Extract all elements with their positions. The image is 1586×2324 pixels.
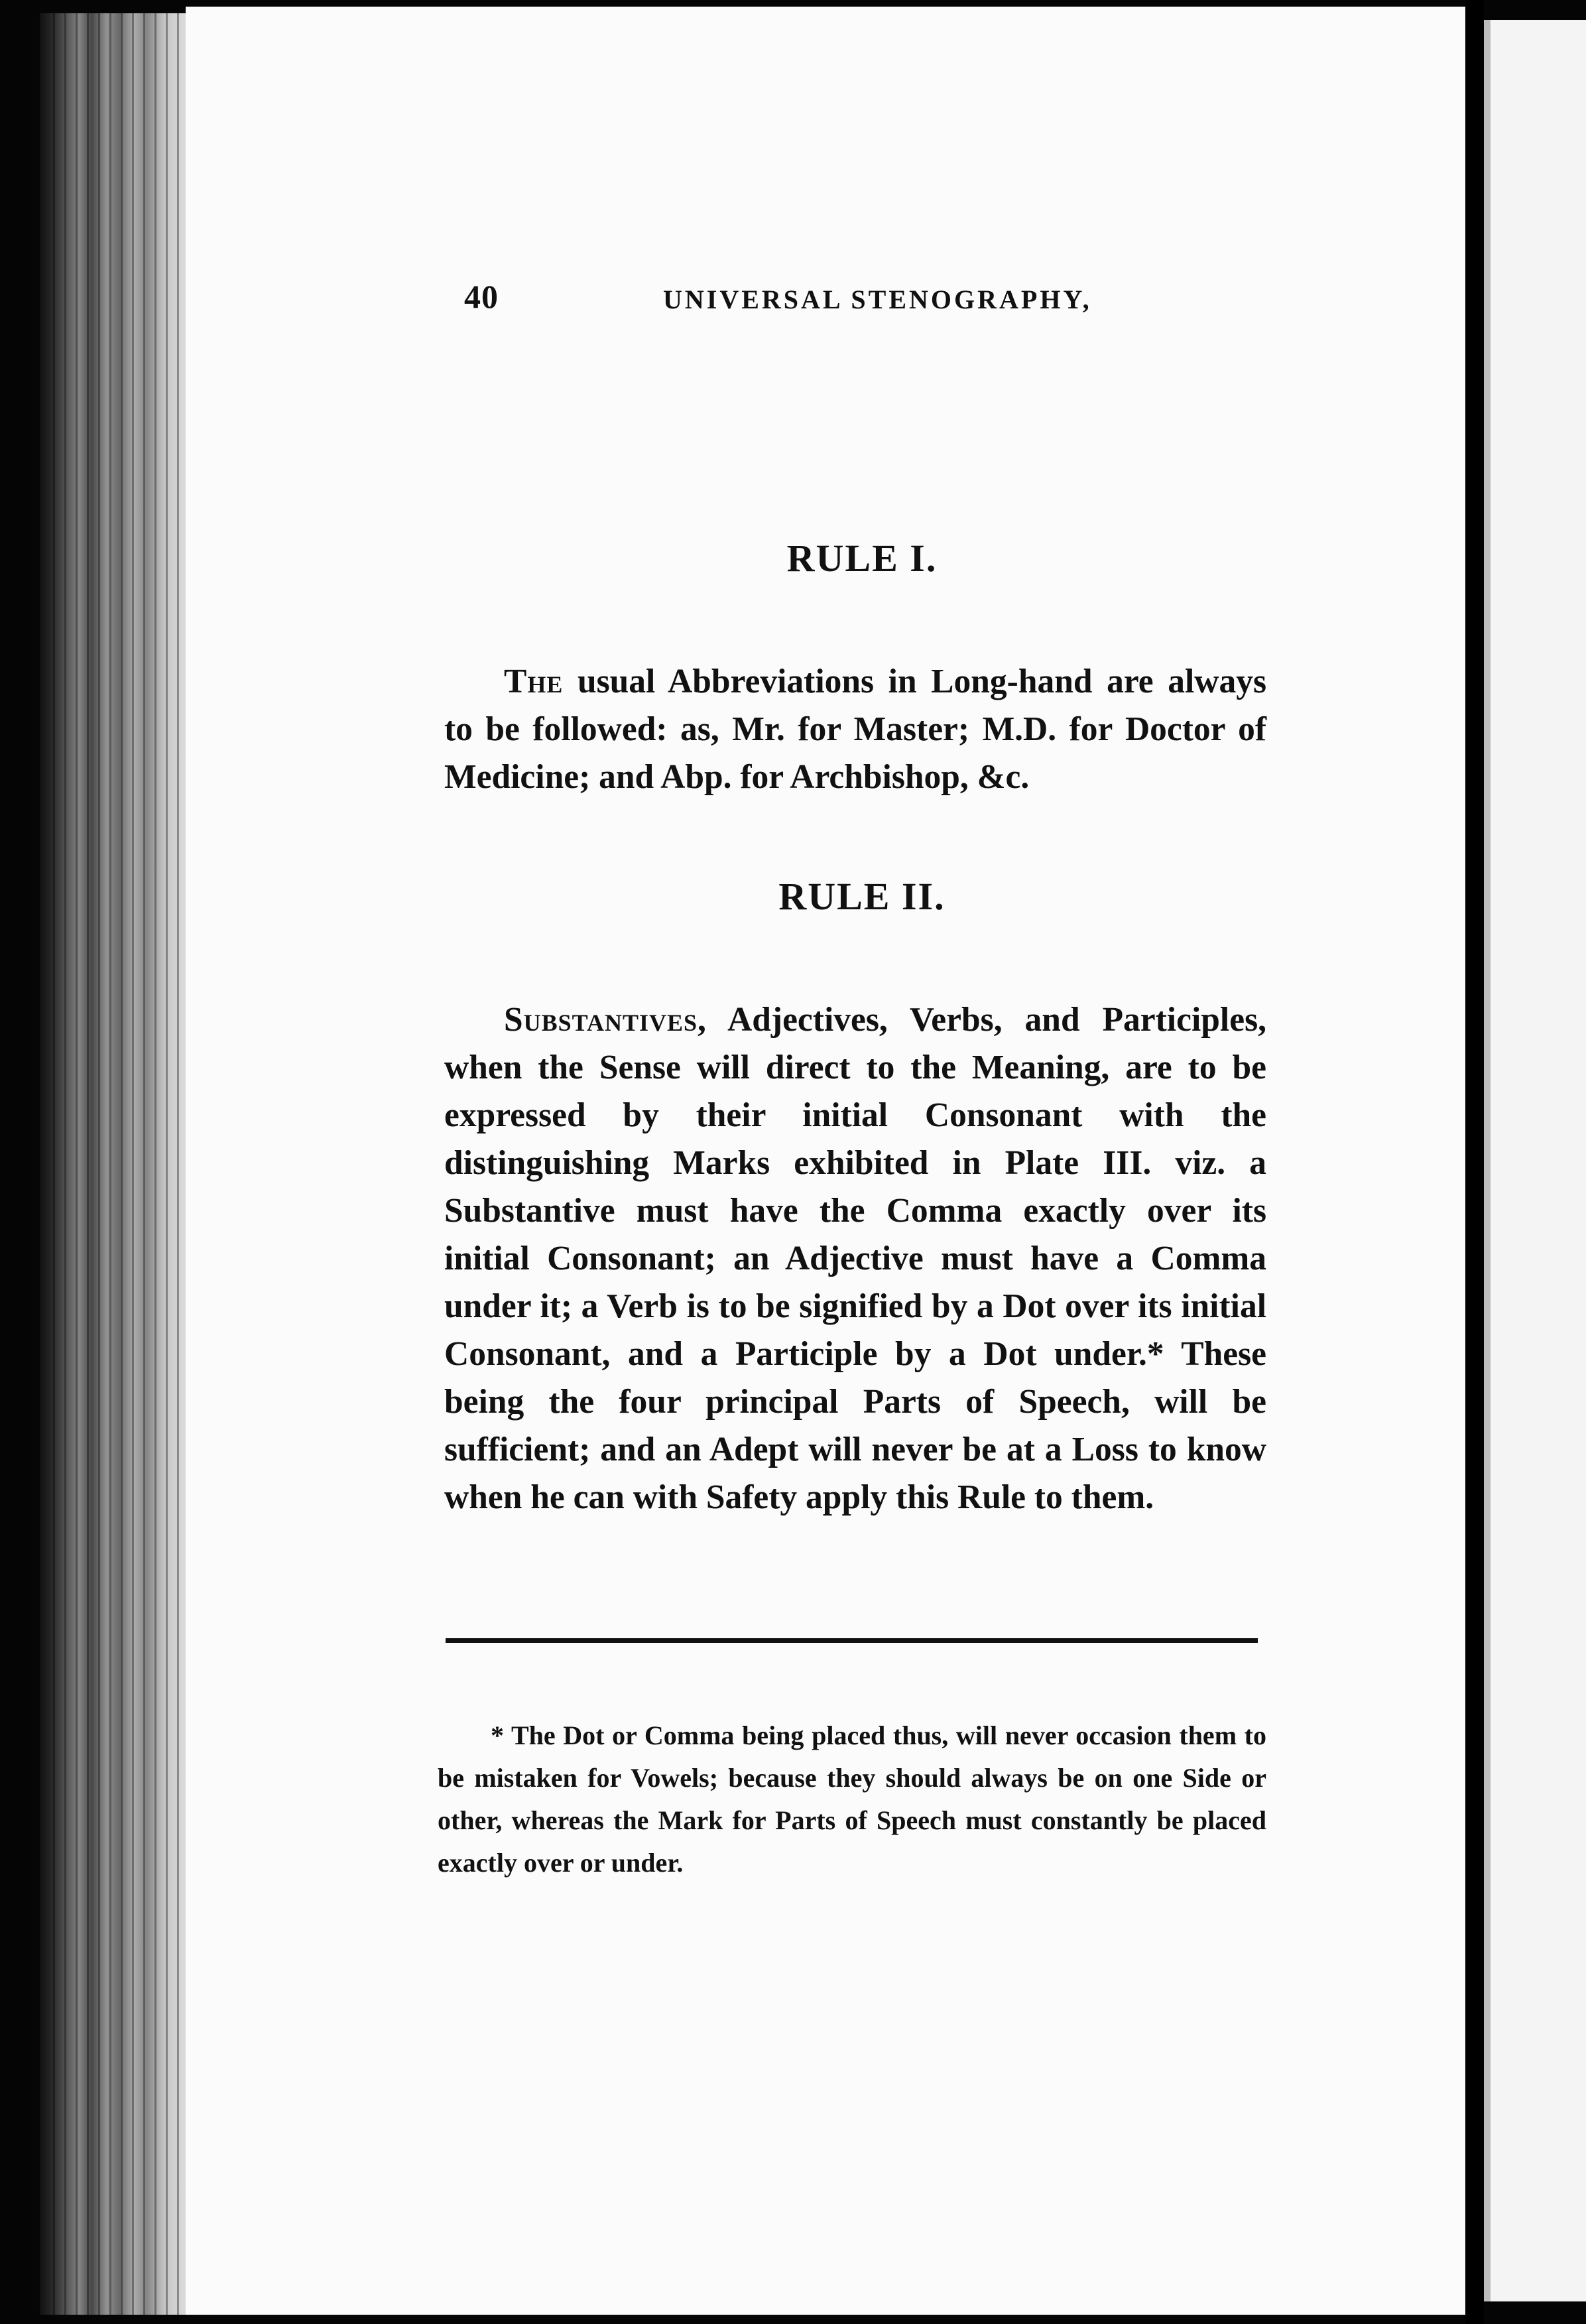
- facing-page-edge: [1484, 20, 1586, 2301]
- rule-two-heading: RULE II.: [778, 875, 945, 918]
- facing-page-shadow: [1484, 20, 1491, 2301]
- rule-two-text: Adjectives, Verbs, and Participles, when the Sense will direct to the Meaning, are to be expressed by their initial Consonant with the distinguishing Marks exhibited in Plate III. viz. a Substantive must have the Comma exactly over its initial Consonant; an Adjective must have a Comma under it; a Verb is to be signified by a Dot over its initial Consonant, and a Participle by a Dot under.* These being the four principal Parts of Speech, will be sufficient; and an Adept will never be at a Loss to know when he can with Safety apply this Rule to them.: [444, 1000, 1266, 1516]
- page-number: 40: [464, 278, 499, 315]
- rule-two-paragraph: [444, 996, 1266, 1521]
- footnote-divider: [446, 1638, 1258, 1643]
- rule-one-text: usual Abbreviations in Long-hand are always to be followed: as, Mr. for Master; M.D. for Doctor of Medicine; and Abp. for Archbishop, &c.: [444, 662, 1266, 796]
- footnote: * The Dot or Comma being placed thus, will never occasion them to be mistaken for Vowels; because they should always be on one Side or other, whereas the Mark for Parts of Speech must constantly be placed exactly over or under.: [438, 1720, 1266, 1878]
- page-gutter: [1465, 0, 1484, 2324]
- running-header-title: UNIVERSAL STENOGRAPHY,: [663, 285, 1092, 314]
- rule-one-lead-word: The: [504, 662, 564, 700]
- rule-two-lead-word: Substantives,: [504, 1000, 707, 1039]
- rule-one-heading: RULE I.: [786, 537, 938, 580]
- binding-shadow-streaks: [53, 13, 186, 2315]
- rule-one-paragraph: [444, 658, 1266, 801]
